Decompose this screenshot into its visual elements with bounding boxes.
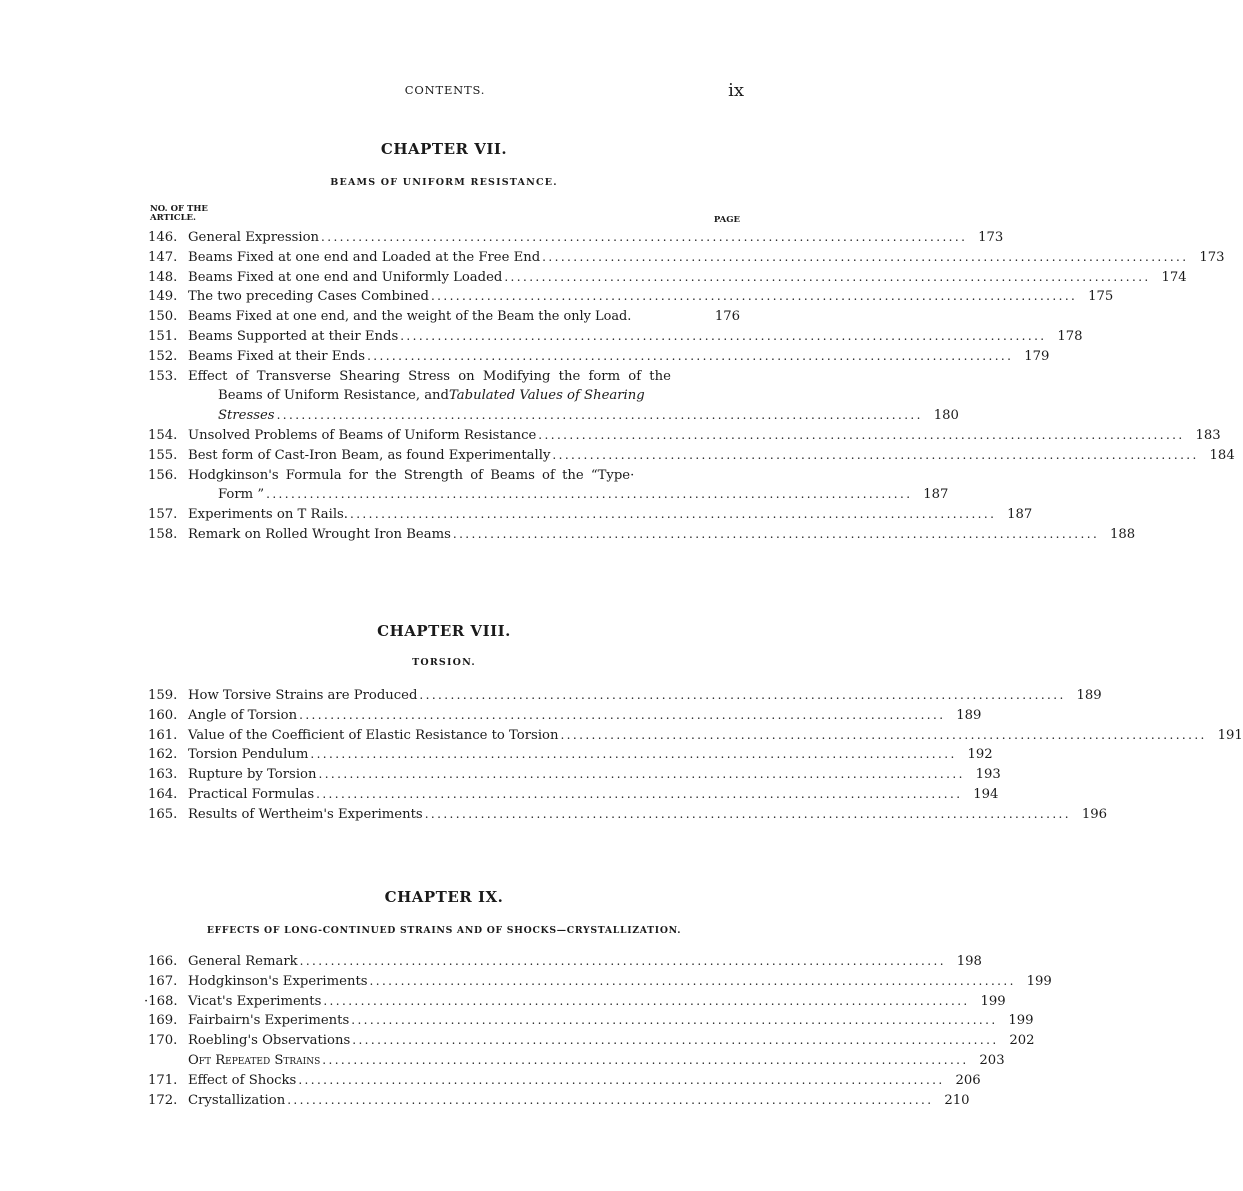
- dot-leader: ........................................................................................................: [323, 993, 970, 1008]
- dot-leader: ........................................................................................................: [298, 1072, 945, 1087]
- toc-entry[interactable]: [148, 726, 1243, 746]
- entry-title: Angle of Torsion: [188, 707, 298, 723]
- toc-entry[interactable]: [148, 765, 1001, 785]
- article-number: 167.: [148, 973, 178, 989]
- toc-entry[interactable]: [148, 805, 1107, 825]
- entry-title: Experiments on T Rails.: [188, 507, 348, 523]
- entry-page: 202: [1009, 1033, 1035, 1049]
- entry-page: 203: [979, 1052, 1005, 1068]
- article-number: 148.: [148, 269, 178, 285]
- dot-leader: ........................................................................................................: [316, 786, 963, 801]
- article-number: 157.: [148, 507, 178, 523]
- entry-page: 191: [1217, 727, 1243, 743]
- article-number: 150.: [148, 309, 178, 325]
- entry-title: Vicat's Experiments: [188, 993, 322, 1009]
- chapter-ix: [144, 885, 1052, 1110]
- entry-title: Beams Fixed at one end and Uniformly Loaded: [188, 269, 503, 285]
- dot-leader: ........................................................................................................: [419, 688, 1066, 702]
- column-heading-article-1: NO. OF THE: [150, 204, 208, 214]
- page-number: ix: [728, 80, 744, 101]
- entry-title: General Remark: [188, 954, 298, 969]
- entry-title: Beams Fixed at one end, and the weight of the Beam the only Load.: [188, 309, 632, 325]
- toc-entry[interactable]: [148, 706, 982, 726]
- article-number: 152.: [148, 348, 178, 364]
- article-number: 160.: [148, 707, 178, 723]
- toc-entry[interactable]: [148, 686, 1102, 706]
- entry-page: 175: [1088, 289, 1114, 305]
- dot-leader: ........................................................................................................: [542, 249, 1189, 264]
- entry-title: Value of the Coefficient of Elastic Resistance to Torsion: [188, 727, 559, 743]
- article-number: 146.: [148, 230, 178, 245]
- entry-page: 174: [1161, 269, 1187, 285]
- article-number: 169.: [148, 1013, 178, 1029]
- toc-entry[interactable]: [148, 367, 959, 426]
- dot-leader: ........................................................................................................: [430, 289, 1078, 304]
- article-number: 156.: [148, 467, 178, 483]
- entry-page: 178: [1057, 328, 1083, 344]
- entry-page: 188: [1110, 526, 1136, 542]
- dot-leader: ........................................................................................................: [351, 1013, 998, 1028]
- chapter-subtitle: BEAMS OF UNIFORM RESISTANCE.: [330, 177, 558, 188]
- chapter-title: CHAPTER VIII.: [377, 622, 511, 640]
- entry-title: General Expression: [188, 230, 320, 245]
- dot-leader: ........................................................................................................: [350, 507, 997, 522]
- entry-page: 179: [1024, 348, 1050, 364]
- dot-leader: ........................................................................................................: [276, 408, 923, 423]
- toc-entry[interactable]: [148, 1011, 1034, 1031]
- article-number: 153.: [148, 368, 178, 384]
- chapter-subtitle: TORSION.: [412, 657, 476, 668]
- toc-entry[interactable]: [148, 268, 1187, 288]
- article-number: 158.: [148, 526, 178, 542]
- running-head: [0, 80, 840, 100]
- toc-entry[interactable]: [148, 1071, 981, 1091]
- entry-page: 187: [1007, 507, 1033, 523]
- entry-title: Rupture by Torsion: [188, 767, 317, 783]
- toc-entry[interactable]: [148, 287, 1114, 307]
- toc-entry[interactable]: [148, 525, 1136, 545]
- entry-title: Beams Fixed at one end and Loaded at the Free End: [188, 249, 541, 265]
- dot-leader: ........................................................................................................: [369, 973, 1016, 988]
- dot-leader: ........................................................................................................: [321, 230, 968, 244]
- entry-title-line-3: Stresses: [218, 408, 275, 424]
- dot-leader: ........................................................................................................: [266, 487, 913, 502]
- article-number: 172.: [148, 1092, 178, 1108]
- entry-page: 189: [956, 707, 982, 723]
- chapter-title: CHAPTER VII.: [380, 140, 508, 158]
- entry-title-line-2: Form ”: [218, 487, 265, 503]
- entry-title-italic: Tabulated Values of Shearing: [449, 388, 645, 404]
- entry-title-line-1: Hodgkinson's Formula for the Strength of Beams of the “Type·: [188, 467, 635, 483]
- entry-title: Results of Wertheim's Experiments: [188, 806, 423, 822]
- toc-entry[interactable]: [148, 745, 993, 765]
- entry-title: Effect of Shocks: [188, 1072, 297, 1088]
- article-number: 162.: [148, 747, 178, 763]
- toc-entry[interactable]: [148, 347, 1050, 367]
- article-number: 149.: [148, 289, 178, 305]
- dot-leader: ........................................................................................................: [504, 269, 1151, 284]
- toc-entry[interactable]: [148, 426, 1221, 446]
- entry-page: 210: [944, 1092, 970, 1108]
- entry-page: 196: [1081, 806, 1107, 822]
- entry-title: Practical Formulas: [188, 786, 315, 802]
- entry-page: 192: [967, 747, 993, 763]
- entry-page: 199: [980, 993, 1006, 1009]
- entry-title: Best form of Cast-Iron Beam, as found Experimentally: [188, 447, 551, 463]
- toc-entry[interactable]: [148, 327, 1083, 347]
- chapter-viii: [148, 619, 1243, 825]
- dot-leader: ........................................................................................................: [318, 767, 965, 782]
- toc-entry[interactable]: [148, 785, 999, 805]
- entry-title: Oft Repeated Strains: [188, 1052, 321, 1068]
- toc-entry[interactable]: [148, 248, 1225, 268]
- column-heading-article-2: ARTICLE.: [150, 213, 196, 223]
- article-number: 159.: [148, 688, 178, 703]
- dot-leader: ........................................................................................................: [352, 1033, 999, 1048]
- toc-entry[interactable]: [148, 952, 982, 972]
- entry-page: 187: [923, 487, 949, 503]
- entry-title: The two preceding Cases Combined: [188, 289, 429, 305]
- entry-page: 173: [978, 230, 1004, 245]
- entry-page: 173: [1199, 249, 1225, 265]
- toc-entry[interactable]: [148, 972, 1052, 992]
- toc-entry[interactable]: [148, 466, 949, 506]
- dot-leader: ........................................................................................................: [552, 447, 1199, 462]
- entry-page: 206: [955, 1072, 981, 1088]
- article-number: 164.: [148, 786, 178, 802]
- entry-title: Torsion Pendulum: [188, 747, 309, 763]
- article-number: 147.: [148, 249, 178, 265]
- article-number: 163.: [148, 767, 178, 783]
- entry-title: How Torsive Strains are Produced: [188, 688, 418, 703]
- dot-leader: ........................................................................................................: [560, 727, 1207, 742]
- article-number: 151.: [148, 328, 178, 344]
- dot-leader: ........................................................................................................: [299, 707, 946, 722]
- dot-leader: ........................................................................................................: [299, 954, 946, 968]
- dot-leader: ........................................................................................................: [538, 427, 1185, 442]
- entry-title: Crystallization: [188, 1092, 286, 1108]
- column-heading-page: PAGE: [713, 215, 740, 225]
- article-number: 165.: [148, 806, 178, 822]
- dot-leader: ........................................................................................................: [322, 1052, 969, 1067]
- article-number: ·168.: [144, 993, 178, 1009]
- entry-title: Roebling's Observations: [188, 1033, 351, 1049]
- entry-page: 194: [973, 786, 999, 802]
- dot-leader: ........................................................................................................: [310, 747, 957, 762]
- toc-entry[interactable]: [148, 1031, 1035, 1051]
- dot-leader: ........................................................................................................: [400, 328, 1047, 343]
- toc-entry[interactable]: [148, 446, 1235, 466]
- entry-title-line-1: Effect of Transverse Shearing Stress on Modifying the form of the: [188, 368, 671, 384]
- entry-title: Remark on Rolled Wrought Iron Beams: [188, 526, 451, 542]
- dot-leader: ........................................................................................................: [452, 526, 1100, 541]
- entry-title-line-2: Beams of Uniform Resistance, and: [218, 388, 449, 404]
- toc-entry[interactable]: [144, 992, 1006, 1012]
- entry-page: 193: [975, 767, 1001, 783]
- entry-title: Hodgkinson's Experiments: [188, 973, 368, 989]
- dot-leader: ........................................................................................................: [287, 1092, 934, 1107]
- article-number: 171.: [148, 1072, 178, 1088]
- article-number: 161.: [148, 727, 178, 743]
- entry-title: Fairbairn's Experiments: [188, 1013, 350, 1029]
- toc-entry[interactable]: [148, 1051, 1005, 1071]
- article-number: 155.: [148, 447, 178, 463]
- entry-title: Unsolved Problems of Beams of Uniform Resistance: [188, 427, 537, 443]
- article-number: 170.: [148, 1033, 178, 1049]
- entry-page: 189: [1076, 688, 1102, 703]
- running-head-title: CONTENTS.: [404, 83, 486, 97]
- article-number: 166.: [148, 954, 178, 969]
- chapter-title: CHAPTER IX.: [384, 888, 504, 906]
- toc-entry[interactable]: [148, 1091, 970, 1111]
- entry-page: 198: [956, 954, 982, 969]
- toc-entry[interactable]: [148, 307, 740, 327]
- dot-leader: ........................................................................................................: [424, 806, 1071, 821]
- column-headings: [148, 202, 740, 228]
- entry-page: 199: [1026, 973, 1052, 989]
- toc-entry[interactable]: [148, 505, 1033, 525]
- chapter-subtitle: EFFECTS OF LONG-CONTINUED STRAINS AND OF SHOCKS—CRYSTALLIZATION.: [206, 925, 682, 936]
- entry-title: Beams Supported at their Ends: [188, 328, 399, 344]
- article-number: 154.: [148, 427, 178, 443]
- entry-page: 199: [1008, 1013, 1034, 1029]
- entry-page: 184: [1209, 447, 1235, 463]
- dot-leader: ........................................................................................................: [367, 348, 1014, 363]
- entry-page: 180: [933, 408, 959, 424]
- chapter-vii: [148, 137, 1235, 545]
- entry-page: 176: [714, 309, 740, 325]
- toc-entry[interactable]: [148, 228, 1004, 248]
- entry-title: Beams Fixed at their Ends: [188, 348, 366, 364]
- entry-page: 183: [1195, 427, 1221, 443]
